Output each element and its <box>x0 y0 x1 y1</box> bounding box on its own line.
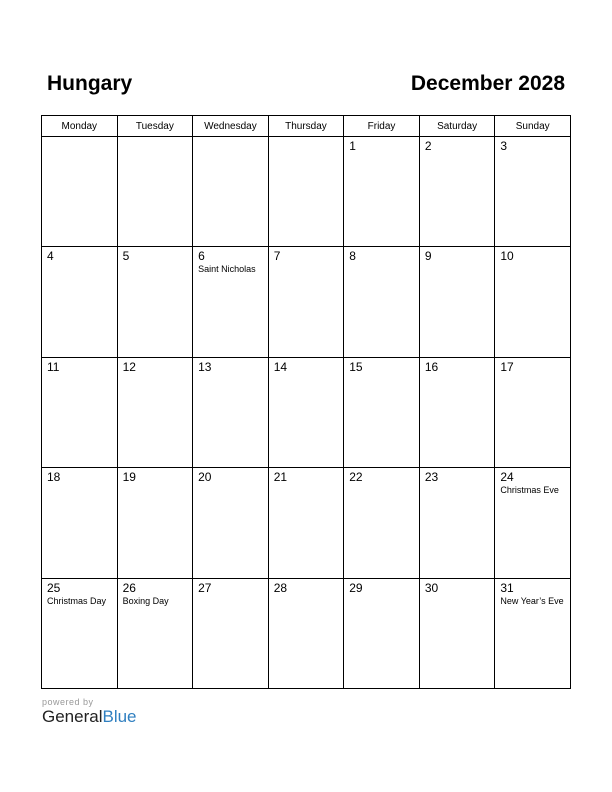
day-number: 29 <box>349 580 363 595</box>
weekday-saturday: Saturday <box>419 116 495 137</box>
day-number: 28 <box>273 580 288 595</box>
day-cell <box>193 468 269 578</box>
week-row <box>42 137 571 247</box>
holiday-label: New Year’s Eve <box>500 595 564 606</box>
day-number: 9 <box>424 249 432 264</box>
day-cell <box>495 137 571 247</box>
day-cell <box>268 468 344 578</box>
day-cell <box>419 247 495 357</box>
day-number: 11 <box>47 359 60 374</box>
day-cell <box>495 247 571 357</box>
day-number: 17 <box>500 359 514 374</box>
powered-by-text: powered by <box>42 697 94 707</box>
day-cell <box>117 137 193 247</box>
holiday-label: Saint Nicholas <box>198 264 256 275</box>
day-number: 6 <box>198 249 205 264</box>
day-cell <box>42 468 118 578</box>
day-cell <box>344 578 420 688</box>
logo-general: General <box>42 707 103 726</box>
day-number: 23 <box>424 470 439 485</box>
day-number: 3 <box>500 139 508 153</box>
weekday-friday: Friday <box>344 116 420 137</box>
day-cell <box>268 137 344 247</box>
day-cell <box>419 468 495 578</box>
day-number: 25 <box>47 580 61 595</box>
day-cell <box>42 247 118 357</box>
week-row <box>42 468 571 578</box>
day-cell <box>42 578 118 688</box>
generalblue-branding <box>42 697 137 727</box>
day-cell <box>344 137 420 247</box>
day-cell <box>419 357 495 467</box>
week-row <box>42 578 571 688</box>
weekday-sunday: Sunday <box>495 116 571 137</box>
day-number: 27 <box>198 580 212 595</box>
month-title: December 2028 <box>410 72 565 95</box>
day-number: 14 <box>273 359 288 374</box>
day-number: 22 <box>349 470 363 485</box>
day-number: 10 <box>500 249 514 264</box>
day-cell <box>495 357 571 467</box>
holiday-label: Boxing Day <box>122 595 169 606</box>
day-number: 26 <box>122 580 136 595</box>
day-number: 1 <box>349 139 356 153</box>
day-number: 19 <box>122 470 136 485</box>
day-cell <box>42 137 118 247</box>
weekday-header-row <box>42 116 571 137</box>
day-cell <box>495 578 571 688</box>
day-number: 5 <box>122 249 130 264</box>
day-cell <box>193 578 269 688</box>
day-number: 12 <box>122 359 136 374</box>
day-cell <box>419 137 495 247</box>
holiday-label: Christmas Day <box>47 595 107 606</box>
week-row <box>42 357 571 467</box>
country-title: Hungary <box>47 72 133 95</box>
day-number: 8 <box>349 249 356 264</box>
logo-blue: Blue <box>102 707 137 726</box>
day-number: 4 <box>47 249 54 264</box>
day-cell <box>268 247 344 357</box>
weekday-tuesday: Tuesday <box>117 116 193 137</box>
day-number: 20 <box>198 470 212 485</box>
day-cell <box>117 247 193 357</box>
day-cell <box>193 357 269 467</box>
day-cell <box>268 357 344 467</box>
day-cell <box>268 578 344 688</box>
week-row <box>42 247 571 357</box>
day-cell <box>344 357 420 467</box>
day-number: 21 <box>273 470 288 485</box>
day-number: 13 <box>198 359 212 374</box>
day-number: 30 <box>424 580 439 595</box>
day-cell <box>117 468 193 578</box>
day-number: 31 <box>500 580 514 595</box>
day-number: 16 <box>424 359 439 374</box>
day-cell <box>117 357 193 467</box>
day-cell <box>419 578 495 688</box>
generalblue-logo <box>42 707 137 727</box>
day-number: 7 <box>273 249 281 264</box>
day-number: 2 <box>424 139 432 153</box>
weekday-monday: Monday <box>42 116 118 137</box>
day-cell <box>193 137 269 247</box>
weekday-thursday: Thursday <box>268 116 344 137</box>
day-number: 18 <box>47 470 61 485</box>
calendar-grid <box>41 115 571 689</box>
day-number: 15 <box>349 359 363 374</box>
weekday-wednesday: Wednesday <box>193 116 269 137</box>
day-cell <box>42 357 118 467</box>
day-cell <box>344 468 420 578</box>
day-number: 24 <box>500 470 514 485</box>
holiday-label: Christmas Eve <box>500 485 559 496</box>
day-cell <box>193 247 269 357</box>
day-cell <box>495 468 571 578</box>
day-cell <box>344 247 420 357</box>
day-cell <box>117 578 193 688</box>
